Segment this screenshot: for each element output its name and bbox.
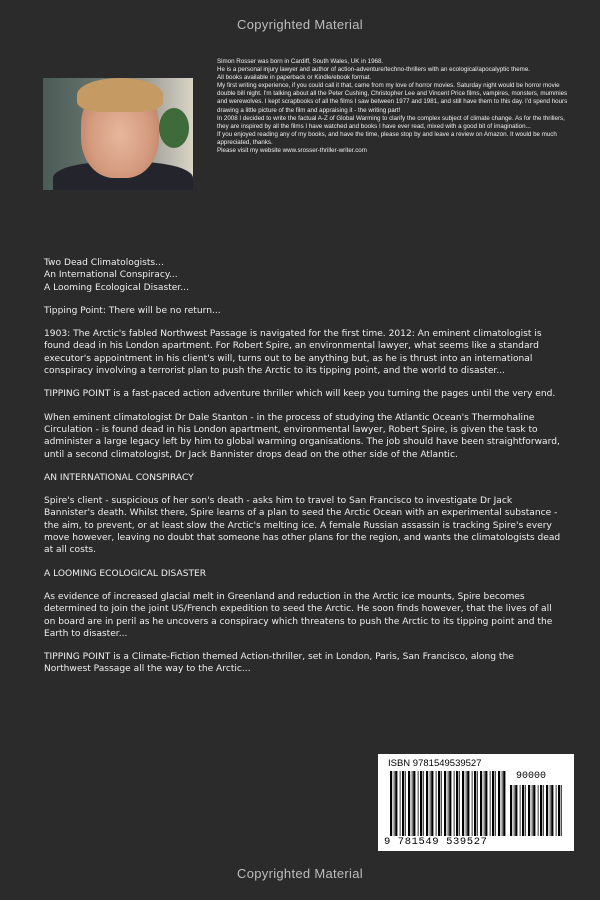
back-cover-blurb xyxy=(44,257,562,687)
barcode-bar xyxy=(556,785,557,836)
barcode-bar xyxy=(550,785,551,836)
bio-line: Please visit my website www.srosser-thriller-writer.com xyxy=(217,147,367,155)
barcode-bar xyxy=(484,771,485,836)
blurb-paragraph: TIPPING POINT is a Climate-Fiction themed Action-thriller, set in London, Paris, San Francisco, along the Northwest Passage all the way to the Arctic... xyxy=(44,652,514,675)
photo-plant xyxy=(159,108,189,148)
bio-line: In 2008 I decided to write the factual A-Z of Global Warming to clarify the complex subject of climate change. As for the thrillers, they are inspired by all the films I have watched and books I have ever read, mixed with a good bit of imagination... xyxy=(217,114,565,130)
barcode-bar xyxy=(495,771,496,836)
isbn-label: ISBN 9781549539527 xyxy=(388,758,482,769)
barcode-bar xyxy=(441,771,442,836)
barcode-bar xyxy=(477,771,478,836)
blurb-paragraph: As evidence of increased glacial melt in Greenland and reduction in the Arctic ice mounts, Spire becomes determined to join the joint US/French expedition to seed the Arctic. He soon finds however, that the lives of all on board are in peril as he uncovers a conspiracy which threatens to push the Arctic to its tipping point and the Earth to disaster... xyxy=(44,591,553,639)
barcode-bar xyxy=(413,771,415,836)
barcode-bar xyxy=(456,771,458,836)
barcode-bar xyxy=(438,771,440,836)
author-photo xyxy=(43,78,193,190)
barcode-bar xyxy=(490,771,491,836)
barcode-bar xyxy=(400,771,401,836)
barcode-bar xyxy=(485,771,487,836)
barcode-bar xyxy=(543,785,544,836)
barcode-bar xyxy=(492,771,494,836)
author-bio xyxy=(217,58,569,155)
bio-line: He is a personal injury lawyer and author of action-adventure/techno-thrillers with an ecological/apocalyptic theme. xyxy=(217,66,530,74)
barcode-bar xyxy=(522,785,524,836)
barcode-bar xyxy=(405,771,406,836)
barcode-bar xyxy=(466,771,467,836)
barcode-bar xyxy=(449,771,451,836)
barcode-bar xyxy=(525,785,526,836)
barcode-bar xyxy=(528,785,530,836)
bio-line: If you enjoyed reading any of my books, and have the time, please stop by and leave a review on Amazon. It would be much appreciated, thanks. xyxy=(217,130,557,146)
tag-line: An International Conspiracy... xyxy=(44,270,178,281)
barcode-bar xyxy=(502,771,503,836)
barcode-bar xyxy=(462,771,464,836)
bio-line: All books available in paperback or Kindle/ebook format. xyxy=(217,74,372,82)
barcode-bar xyxy=(551,785,553,836)
barcode-bar xyxy=(408,771,410,836)
barcode-bar xyxy=(514,785,515,836)
barcode-bar xyxy=(395,771,397,836)
ean-digits: 9 781549 539527 xyxy=(384,836,488,848)
barcode-bar xyxy=(431,771,433,836)
barcode-bar xyxy=(561,785,562,836)
barcode-bar xyxy=(474,771,476,836)
barcode-bar xyxy=(480,771,482,836)
barcode-bar xyxy=(503,771,505,836)
barcode-bar xyxy=(402,771,404,836)
tag-lines xyxy=(44,257,562,294)
tag-line: Two Dead Climatologists... xyxy=(44,258,164,268)
watermark-top: Copyrighted Material xyxy=(237,17,363,32)
barcode-bar xyxy=(418,771,419,836)
blurb-paragraph: Tipping Point: There will be no return... xyxy=(44,305,221,316)
tag-line: A Looming Ecological Disaster... xyxy=(44,282,189,293)
bio-line: My first writing experience, if you could call it that, came from my love of horror movies. Saturday night would be horror movie double bill night. I'm talking about all the Peter Cushing, Christopher Lee and Vincent Price films, vampires, monsters, mummies and werewolves. I kept scrapbooks of all the films I saw between 1977 and 1981, and still have them to this day. I'd spend hours drawing a little picture of the film and appraising it - the writing part! xyxy=(217,82,568,114)
blurb-paragraph: Spire's client - suspicious of her son's death - asks him to travel to San Francisco to investigate Dr Jack Bannister's death. Whilst there, Spire learns of a plan to seed the Arctic Ocean with an experimental substance - the aim, to prevent, or at least slow the Arctic's melting ice. A female Russian assassin is tracking Spire's every move however, leaving no doubt that someone has other plans for the region, and wants the climatologists dead at all costs. xyxy=(44,496,561,556)
barcode-bar xyxy=(540,785,542,836)
blurb-paragraph: 1903: The Arctic's fabled Northwest Passage is navigated for the first time. 2012: An eminent climatologist is found dead in his London apartment. For Robert Spire, an environmental lawyer, what seems like a standard executor's appointment in his client's will, turns out to be anything but, as he is thrust into an international conspiracy involving a terrorist plan to push the Arctic to its tipping point, and the world to disaster... xyxy=(44,329,542,377)
bio-line: Simon Rosser was born in Cardiff, South Wales, UK in 1968. xyxy=(217,58,384,65)
barcode-bar xyxy=(546,785,548,836)
section-heading: A LOOMING ECOLOGICAL DISASTER xyxy=(44,568,207,579)
addon-barcode-bars xyxy=(510,785,562,836)
barcode-bar xyxy=(430,771,431,836)
photo-hair xyxy=(77,78,163,112)
barcode-bar xyxy=(390,771,392,836)
barcode-bar xyxy=(532,785,533,836)
barcode-bar xyxy=(558,785,560,836)
barcode-bar xyxy=(533,785,535,836)
blurb-paragraph: When eminent climatologist Dr Dale Stanton - in the process of studying the Atlantic Ocean's Thermohaline Circulation - is found dead in his London apartment, environmental lawyer, Robert Spire, is given the task to administer a large legacy left by him to global warming organisations. The job should have been straightforward, until a second climatologist, Dr Jack Bannister drops dead on the other side of the Atlantic. xyxy=(44,412,560,460)
barcode-bar xyxy=(510,785,512,836)
barcode-bar xyxy=(426,771,428,836)
barcode-bar xyxy=(515,785,517,836)
barcode-bar xyxy=(472,771,473,836)
barcode-bar xyxy=(538,785,539,836)
barcode-bar xyxy=(498,771,500,836)
barcode-bar xyxy=(420,771,422,836)
barcode-bar xyxy=(412,771,413,836)
barcode-bar xyxy=(444,771,446,836)
addon-code: 90000 xyxy=(516,771,547,782)
barcode-bar xyxy=(520,785,521,836)
ean-barcode-bars xyxy=(390,771,508,836)
barcode-bar xyxy=(423,771,424,836)
section-heading: AN INTERNATIONAL CONSPIRACY xyxy=(44,472,194,483)
barcode-bar xyxy=(454,771,455,836)
barcode-bar xyxy=(436,771,437,836)
barcode-bar xyxy=(467,771,469,836)
watermark-bottom: Copyrighted Material xyxy=(237,866,363,881)
barcode-bar xyxy=(394,771,395,836)
isbn-barcode xyxy=(378,754,574,851)
barcode-bar xyxy=(448,771,449,836)
barcode-bar xyxy=(459,771,460,836)
blurb-paragraph: TIPPING POINT is a fast-paced action adventure thriller which will keep you turning the pages until the very end. xyxy=(44,389,556,400)
